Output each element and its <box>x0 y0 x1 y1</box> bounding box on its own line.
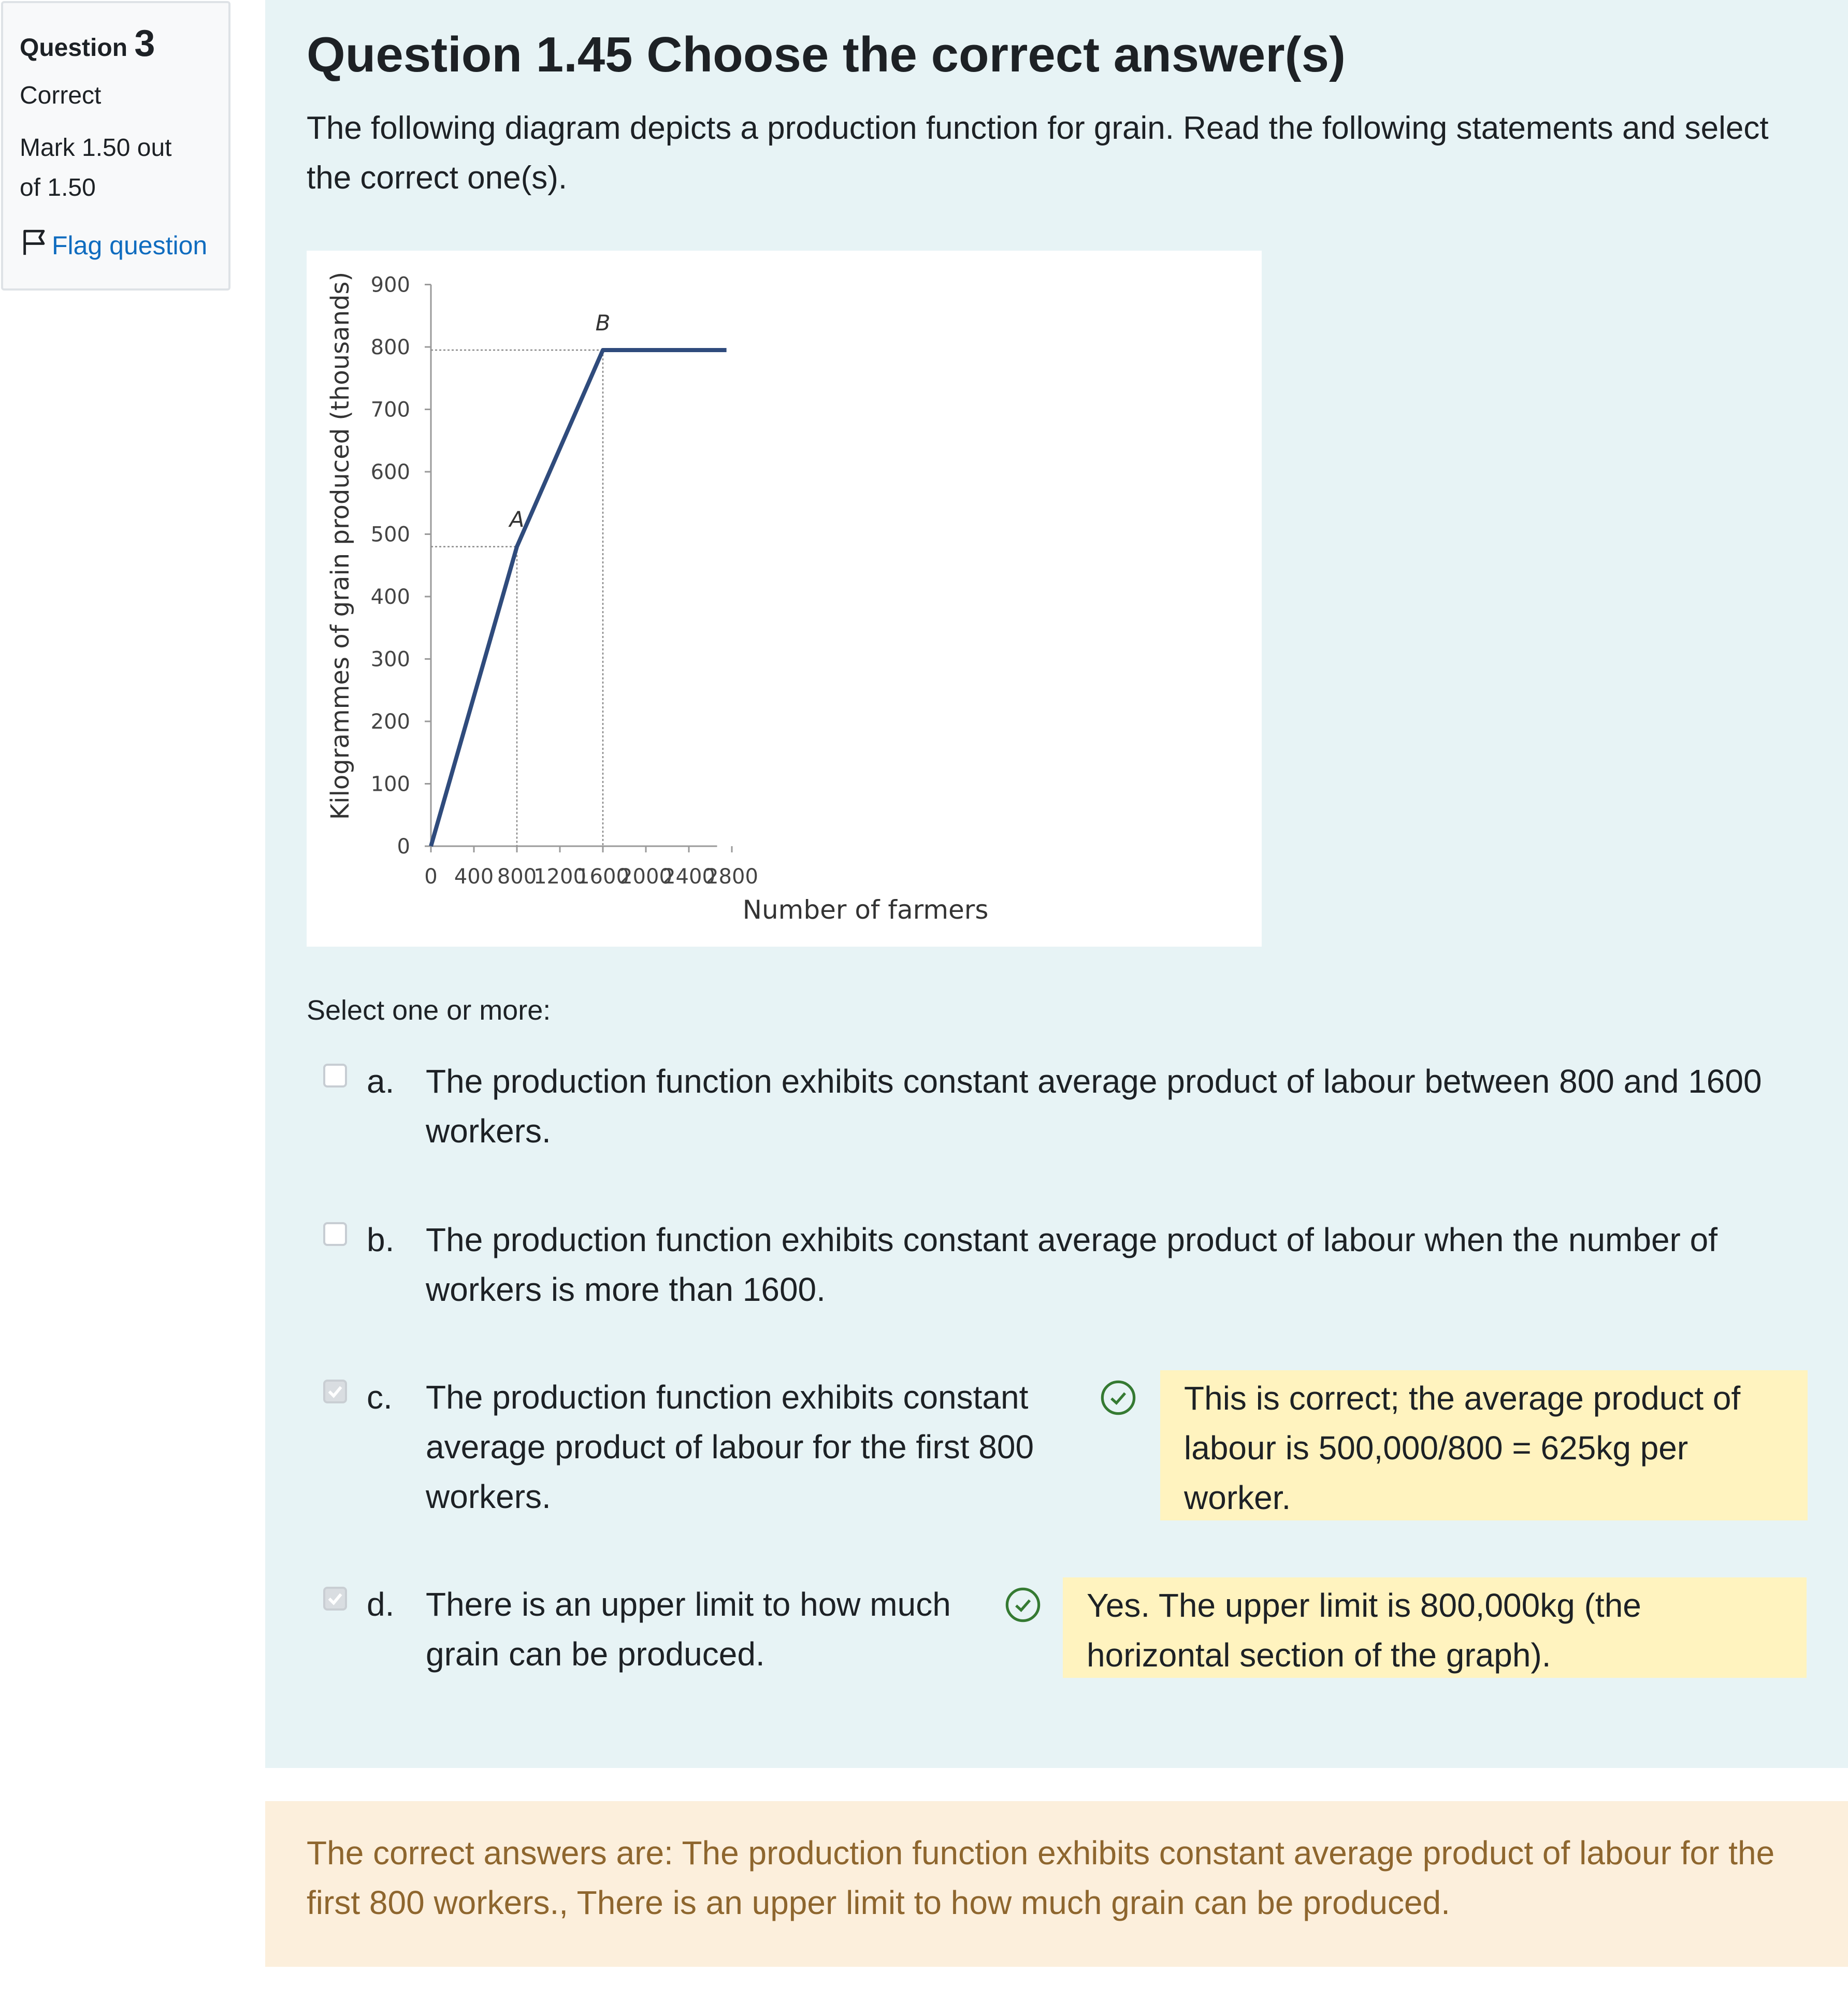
option-text: There is an upper limit to how much grain can be produced. <box>426 1586 951 1673</box>
check-circle-icon <box>1100 1380 1136 1429</box>
option-letter: c. <box>367 1379 393 1416</box>
y-tick-label: 0 <box>397 835 410 859</box>
y-axis-title: Kilogrammes of grain produced (thousands) <box>326 271 355 820</box>
grade-line-1: Mark 1.50 out <box>20 134 172 162</box>
question-grade <box>20 128 212 208</box>
y-tick-label: 900 <box>370 273 410 297</box>
x-axis-title: Number of farmers <box>742 895 989 925</box>
question-state: Correct <box>20 81 102 109</box>
question-content <box>265 0 1848 1768</box>
y-tick-label: 700 <box>370 398 410 422</box>
y-tick-label: 200 <box>370 710 410 734</box>
plot-area <box>371 273 758 889</box>
option-letter: d. <box>367 1586 395 1623</box>
y-tick-label: 500 <box>370 523 410 547</box>
checkbox-icon[interactable] <box>323 1064 347 1088</box>
x-tick-label: 2000 <box>619 865 672 889</box>
flag-outline-icon <box>20 227 52 264</box>
y-tick-label: 800 <box>370 336 410 359</box>
question-title: Question 1.45 Choose the correct answer(s) <box>307 27 1346 82</box>
x-tick-label: 2400 <box>662 865 715 889</box>
y-tick-label: 100 <box>370 772 410 796</box>
x-tick-label: 2800 <box>705 865 758 889</box>
option-text: The production function exhibits constant average product of labour when the number of workers is more than 1600. <box>426 1221 1717 1308</box>
option-text: The production function exhibits constant average product of labour for the first 800 workers. <box>426 1379 1034 1515</box>
option-text: The production function exhibits constant average product of labour between 800 and 1600 workers. <box>426 1063 1762 1150</box>
flag-question-label: Flag question <box>52 231 208 260</box>
x-tick-label: 1200 <box>533 865 586 889</box>
question-number-label <box>20 18 212 70</box>
question-number: 3 <box>134 23 155 64</box>
option-letter: b. <box>367 1221 395 1258</box>
right-answer-panel: The correct answers are: The production function exhibits constant average product of labour for the first 800 workers., There is an upper limit to how much grain can be produced. <box>265 1801 1848 1967</box>
option-letter: a. <box>367 1063 395 1100</box>
answer-prompt: Select one or more: <box>307 995 551 1026</box>
question-label: Question <box>20 34 128 62</box>
checkbox-icon[interactable] <box>323 1380 347 1403</box>
point-label-a: A <box>509 506 525 532</box>
y-tick-label: 600 <box>370 460 410 484</box>
point-label-b: B <box>595 310 611 336</box>
checkbox-icon[interactable] <box>323 1222 347 1246</box>
question-text: The following diagram depicts a production function for grain. Read the following statements and select the correct one(s). <box>307 110 1769 196</box>
y-tick-label: 300 <box>370 647 410 672</box>
production-function-chart <box>307 251 1262 947</box>
production-curve <box>431 350 727 846</box>
x-tick-label: 1600 <box>576 865 629 889</box>
x-tick-label: 400 <box>454 865 494 889</box>
check-circle-icon <box>1005 1587 1041 1636</box>
x-tick-label: 800 <box>497 865 537 889</box>
question-info-panel <box>1 1 230 291</box>
grade-line-2: of 1.50 <box>20 173 96 201</box>
y-tick-label: 400 <box>370 585 410 609</box>
flag-question-link[interactable] <box>20 227 212 264</box>
option-c-feedback: This is correct; the average product of labour is 500,000/800 = 625kg per worker. <box>1160 1370 1808 1520</box>
x-tick-label: 0 <box>424 865 438 889</box>
option-d-feedback: Yes. The upper limit is 800,000kg (the horizontal section of the graph). <box>1063 1577 1807 1678</box>
chart-svg <box>307 251 1262 947</box>
checkbox-icon[interactable] <box>323 1587 347 1611</box>
y-axis-title-group <box>326 272 355 820</box>
